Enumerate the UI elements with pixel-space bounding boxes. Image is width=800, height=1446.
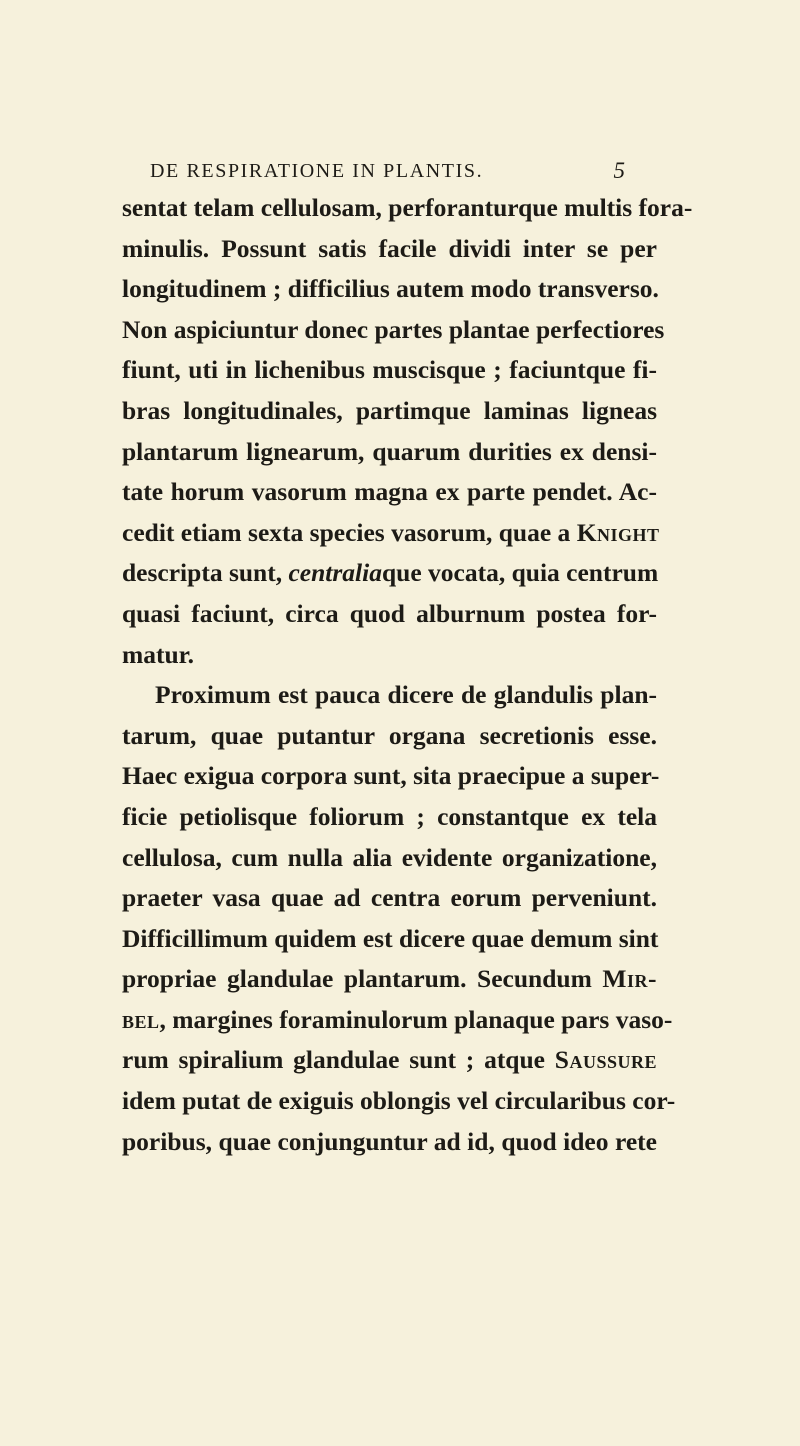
text-line: Haec exigua corpora sunt, sita praecipue a super- — [122, 761, 660, 791]
page-number: 5 — [613, 158, 625, 183]
text-line-paragraph-end: matur. — [122, 639, 195, 669]
text-line: cellulosa, cum nulla alia evidente organizatione, — [122, 842, 657, 872]
running-title: DE RESPIRATIONE IN PLANTIS. — [150, 160, 484, 182]
text-line: Non aspiciuntur donec partes plantae perfectiores — [122, 314, 665, 344]
italic-term: centralia — [288, 558, 382, 588]
text-line: bel, margines foraminulorum planaque pars vaso- — [122, 1004, 673, 1034]
text-line: praeter vasa quae ad centra eorum perveniunt. — [122, 883, 657, 913]
text-line: propriae glandulae plantarum. Secundum Mir- — [122, 964, 657, 994]
text-line: idem putat de exiguis oblongis vel circularibus cor- — [122, 1086, 676, 1116]
text-line: longitudinem ; difficilius autem modo transverso. — [122, 274, 659, 304]
text-line: cedit etiam sexta species vasorum, quae a Knight — [122, 517, 660, 547]
text-line: descripta sunt, centraliaque vocata, quia centrum — [122, 558, 659, 588]
text-line: plantarum lignearum, quarum durities ex densi- — [122, 436, 657, 466]
running-head — [150, 160, 625, 188]
text-line: bras longitudinales, partimque laminas ligneas — [122, 395, 657, 425]
text-line: fiunt, uti in lichenibus muscisque ; faciuntque fi- — [122, 355, 657, 385]
text-line: rum spiralium glandulae sunt ; atque Saussure — [122, 1045, 657, 1075]
text-line: sentat telam cellulosam, perforanturque multis fora- — [122, 193, 693, 222]
small-caps-name: bel — [122, 1004, 160, 1034]
text-line: ficie petiolisque foliorum ; constantque ex tela — [122, 801, 657, 831]
small-caps-name: Saussure — [554, 1045, 657, 1075]
small-caps-name: Mir- — [602, 964, 657, 994]
text-line: poribus, quae conjunguntur ad id, quod ideo rete — [122, 1126, 657, 1156]
text-line: Difficillimum quidem est dicere quae demum sint — [122, 923, 659, 953]
text-line-paragraph-start: Proximum est pauca dicere de glandulis plan- — [155, 680, 657, 710]
text-line: minulis. Possunt satis facile dividi inter se per — [122, 233, 657, 263]
body-text — [122, 188, 693, 1162]
small-caps-name: Knight — [576, 517, 660, 547]
text-line: tarum, quae putantur organa secretionis esse. — [122, 720, 657, 750]
text-line: tate horum vasorum magna ex parte pendet. Ac- — [122, 477, 657, 507]
text-line: quasi faciunt, circa quod alburnum postea for- — [122, 598, 657, 628]
